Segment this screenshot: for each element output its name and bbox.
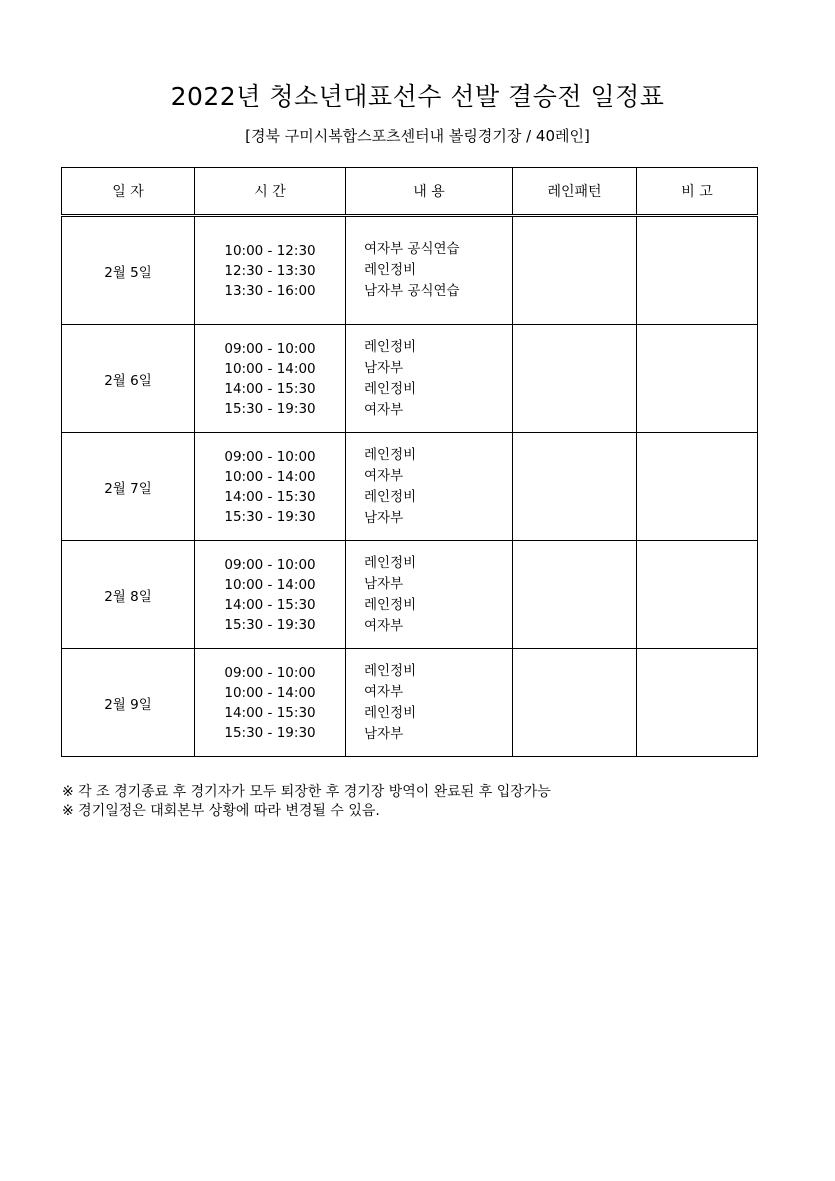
time-slot: 09:00 - 10:00 <box>224 448 316 465</box>
time-slot: 15:30 - 19:30 <box>224 508 316 525</box>
time-slot: 10:00 - 14:00 <box>224 684 316 701</box>
content-item: 레인정비 <box>364 596 417 613</box>
header-remarks: 비 고 <box>637 168 758 216</box>
lane-pattern-cell <box>513 541 637 649</box>
content-cell <box>346 325 513 433</box>
lane-pattern-cell <box>513 325 637 433</box>
content-item: 남자부 <box>364 509 404 526</box>
content-item: 레인정비 <box>364 338 417 355</box>
content-item: 여자부 <box>364 401 404 418</box>
remarks-cell <box>637 325 758 433</box>
date-cell: 2월 5일 <box>62 216 195 325</box>
header-row <box>62 168 758 216</box>
time-slot: 10:00 - 12:30 <box>224 242 316 259</box>
remarks-cell <box>637 541 758 649</box>
remarks-cell <box>637 216 758 325</box>
remarks-cell <box>637 433 758 541</box>
time-cell <box>195 433 346 541</box>
time-cell <box>195 216 346 325</box>
content-item: 여자부 <box>364 683 404 700</box>
time-slot: 09:00 - 10:00 <box>224 664 316 681</box>
notes-section <box>62 783 551 821</box>
table-row <box>62 433 758 541</box>
time-slot: 09:00 - 10:00 <box>224 340 316 357</box>
table-row <box>62 541 758 649</box>
content-item: 남자부 <box>364 725 404 742</box>
time-slot: 10:00 - 14:00 <box>224 468 316 485</box>
content-item: 레인정비 <box>364 262 417 278</box>
date-cell: 2월 8일 <box>62 541 195 649</box>
remarks-cell <box>637 649 758 757</box>
header-content: 내 용 <box>346 168 513 216</box>
table-row <box>62 325 758 433</box>
time-slot: 14:00 - 15:30 <box>224 596 316 613</box>
time-slot: 15:30 - 19:30 <box>224 724 316 741</box>
note-text: ※ 경기일정은 대회본부 상황에 따라 변경될 수 있음. <box>62 803 380 819</box>
time-cell <box>195 541 346 649</box>
time-slot: 14:00 - 15:30 <box>224 488 316 505</box>
header-time: 시 간 <box>195 168 346 216</box>
content-item: 여자부 <box>364 617 404 634</box>
content-cell <box>346 433 513 541</box>
time-slot: 12:30 - 13:30 <box>224 262 316 279</box>
time-slot: 09:00 - 10:00 <box>224 556 316 573</box>
content-item: 남자부 공식연습 <box>364 283 460 299</box>
time-slot: 14:00 - 15:30 <box>224 380 316 397</box>
content-cell <box>346 541 513 649</box>
lane-pattern-cell <box>513 216 637 325</box>
content-cell <box>346 649 513 757</box>
time-slot: 15:30 - 19:30 <box>224 400 316 417</box>
content-item: 남자부 <box>364 359 404 376</box>
content-item: 여자부 <box>364 467 404 484</box>
note-text: ※ 각 조 경기종료 후 경기자가 모두 퇴장한 후 경기장 방역이 완료된 후 입장가능 <box>62 784 551 800</box>
content-item: 레인정비 <box>364 446 417 463</box>
content-item: 레인정비 <box>364 488 417 505</box>
date-cell: 2월 6일 <box>62 325 195 433</box>
content-item: 남자부 <box>364 575 404 592</box>
table-row <box>62 216 758 325</box>
date-cell: 2월 7일 <box>62 433 195 541</box>
time-slot: 13:30 - 16:00 <box>224 282 316 299</box>
date-cell: 2월 9일 <box>62 649 195 757</box>
content-item: 레인정비 <box>364 704 417 721</box>
content-item: 레인정비 <box>364 662 417 679</box>
page-title: 2022년 청소년대표선수 선발 결승전 일정표 <box>170 82 665 111</box>
time-slot: 10:00 - 14:00 <box>224 360 316 377</box>
schedule-table <box>61 167 758 757</box>
content-item: 레인정비 <box>364 554 417 571</box>
header-lane-pattern: 레인패턴 <box>513 168 637 216</box>
table-row <box>62 649 758 757</box>
time-cell <box>195 325 346 433</box>
time-slot: 15:30 - 19:30 <box>224 616 316 633</box>
time-slot: 14:00 - 15:30 <box>224 704 316 721</box>
header-date: 일 자 <box>62 168 195 216</box>
time-cell <box>195 649 346 757</box>
time-slot: 10:00 - 14:00 <box>224 576 316 593</box>
content-item: 여자부 공식연습 <box>364 241 460 257</box>
content-item: 레인정비 <box>364 380 417 397</box>
venue-subtitle: [경북 구미시복합스포츠센터내 볼링경기장 / 40레인] <box>245 127 590 145</box>
lane-pattern-cell <box>513 433 637 541</box>
content-cell <box>346 216 513 325</box>
lane-pattern-cell <box>513 649 637 757</box>
